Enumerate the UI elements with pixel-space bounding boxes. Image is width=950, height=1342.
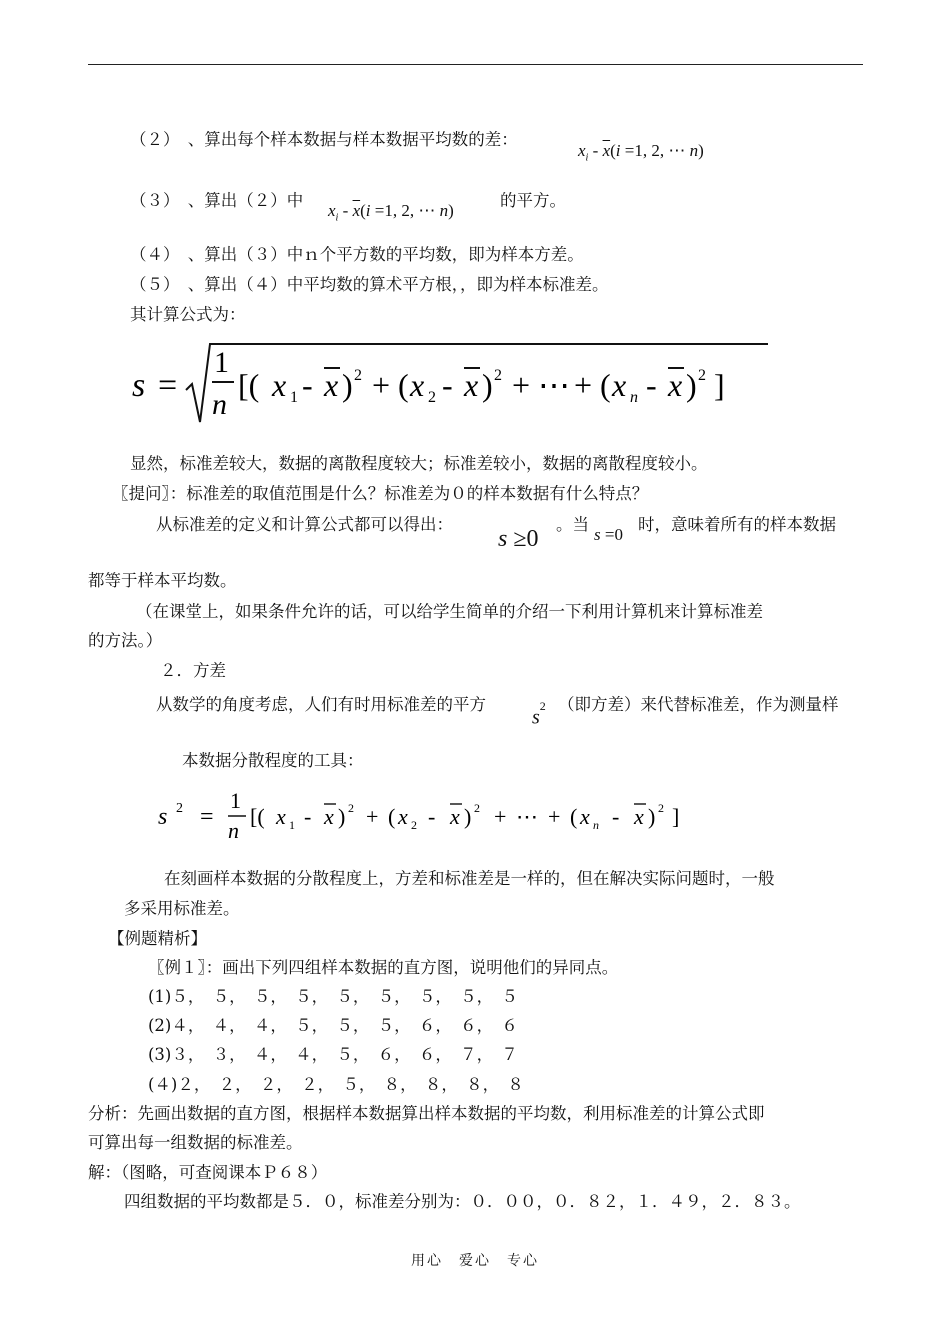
step-2: （２） 、算出每个样本数据与样本数据平均数的差：	[130, 130, 518, 149]
math-view-c: 本数据分散程度的工具：	[182, 751, 364, 770]
formula-intro: 其计算公式为：	[130, 305, 246, 324]
svg-text:-: -	[304, 804, 312, 829]
example-1: 〖例１〗：画出下列四组样本数据的直方图，说明他们的异同点。	[148, 958, 619, 977]
analysis-2: 可算出每一组数据的标准差。	[88, 1133, 303, 1152]
svg-text:x: x	[580, 804, 590, 829]
svg-text:n: n	[630, 389, 638, 406]
data-row-3: (3)３， ３， ４， ４， ５， ６， ６， ７， ７	[148, 1045, 518, 1064]
page-footer: 用心 爱心 专心	[411, 1253, 539, 1269]
formula-s-ge-0: s ≥0	[498, 526, 539, 552]
svg-text:2: 2	[658, 801, 664, 815]
svg-text:-: -	[442, 367, 453, 403]
svg-text:2: 2	[411, 818, 417, 832]
svg-text:+: +	[548, 804, 561, 829]
data-row-1: (1)５， ５， ５， ５， ５， ５， ５， ５， ５	[148, 987, 518, 1006]
formula-s-squared: $s^2$	[532, 699, 546, 729]
svg-text:): )	[686, 367, 697, 403]
svg-text:2: 2	[348, 801, 354, 815]
std-formula	[128, 338, 778, 428]
svg-text:+: +	[574, 367, 593, 403]
svg-text:1: 1	[290, 389, 298, 406]
svg-text:): )	[648, 804, 656, 829]
svg-text:[(: [(	[238, 367, 260, 403]
svg-text:2: 2	[176, 801, 183, 816]
classroom-1: （在课堂上，如果条件允许的话，可以给学生简单的介绍一下利用计算机来计算标准差	[136, 602, 763, 621]
step-3-a: （３） 、算出（２）中	[130, 191, 304, 210]
data-row-2: (2)４， ４， ４， ５， ５， ５， ６， ６， ６	[148, 1016, 518, 1035]
step-4: （４） 、算出（３）中ｎ个平方数的平均数，即为样本方差。	[130, 245, 584, 264]
svg-text:): )	[338, 804, 346, 829]
svg-text:]: ]	[672, 804, 680, 829]
from-def-c: 时，意味着所有的样本数据	[638, 515, 836, 534]
from-def-b: 。当	[556, 515, 589, 534]
svg-text:x: x	[668, 367, 683, 403]
svg-text:+: +	[372, 367, 391, 403]
step-3-b: 的平方。	[500, 191, 566, 210]
solution: 解：（图略，可查阅课本Ｐ６８）	[88, 1163, 328, 1182]
svg-text:(: (	[388, 804, 396, 829]
analysis-1: 分析：先画出数据的直方图，根据样本数据算出样本数据的平均数，利用标准差的计算公式即	[88, 1104, 765, 1123]
svg-text:1: 1	[289, 818, 295, 832]
svg-text:⋯: ⋯	[516, 804, 538, 829]
svg-text:s: s	[132, 367, 146, 404]
svg-text:n: n	[228, 818, 239, 843]
formula-s-eq-0: s =0	[594, 525, 623, 544]
svg-text:x: x	[410, 367, 425, 403]
svg-text:): )	[464, 804, 472, 829]
classroom-2: 的方法。）	[88, 631, 163, 650]
svg-text:x: x	[450, 804, 460, 829]
svg-text:x: x	[324, 367, 339, 403]
svg-text:+: +	[512, 367, 531, 403]
svg-text:2: 2	[354, 367, 362, 384]
svg-text:n: n	[212, 388, 227, 421]
svg-text:): )	[482, 367, 493, 403]
svg-text:s: s	[158, 804, 168, 830]
svg-text:⋯: ⋯	[538, 367, 570, 403]
svg-text:x: x	[398, 804, 408, 829]
svg-text:-: -	[302, 367, 313, 403]
svg-text:): )	[342, 367, 353, 403]
variance-formula	[156, 788, 796, 848]
svg-text:-: -	[428, 804, 436, 829]
svg-text:x: x	[324, 804, 334, 829]
svg-text:(: (	[600, 367, 611, 403]
compare-1: 在刻画样本数据的分散程度上，方差和标准差是一样的，但在解决实际问题时，一般	[164, 869, 775, 888]
svg-text:1: 1	[214, 346, 229, 379]
svg-text:x: x	[612, 367, 627, 403]
question-text: 〖提问〗：标准差的取值范围是什么？标准差为０的样本数据有什么特点？	[112, 484, 649, 503]
from-def-d: 都等于样本平均数。	[88, 571, 237, 590]
svg-text:x: x	[272, 367, 287, 403]
svg-text:]: ]	[714, 367, 725, 403]
result: 四组数据的平均数都是５．０，标准差分别为：０．００，０．８２，１．４９，２．８３。	[124, 1192, 801, 1211]
svg-text:+: +	[494, 804, 507, 829]
svg-text:x: x	[276, 804, 286, 829]
step-5: （５） 、算出（４）中平均数的算术平方根，，即为样本标准差。	[130, 275, 609, 294]
svg-text:(: (	[398, 367, 409, 403]
variance-heading: ２．方差	[160, 661, 226, 680]
svg-text:2: 2	[474, 801, 480, 815]
from-def-a: 从标准差的定义和计算公式都可以得出：	[156, 515, 453, 534]
svg-text:2: 2	[428, 389, 436, 406]
compare-2: 多采用标准差。	[124, 899, 240, 918]
formula-diff-2: $x_i - \overline{x}(i =1$, 2, ⋯ n)	[328, 201, 454, 224]
svg-text:=: =	[158, 367, 178, 404]
example-heading: 【例题精析】	[108, 929, 207, 948]
svg-text:+: +	[366, 804, 379, 829]
formula-diff-1: $x_i - \overline{x}(i =1$, 2, ⋯ n)	[578, 141, 704, 164]
svg-text:-: -	[646, 367, 657, 403]
math-view-b: （即方差）来代替标准差，作为测量样	[558, 695, 839, 714]
math-view-a: 从数学的角度考虑，人们有时用标准差的平方	[156, 695, 486, 714]
svg-text:=: =	[200, 804, 214, 830]
svg-text:1: 1	[230, 788, 241, 813]
data-row-4: (４)２， ２， ２， ２， ５， ８， ８， ８， ８	[148, 1075, 524, 1094]
svg-text:n: n	[593, 818, 599, 832]
svg-text:x: x	[634, 804, 644, 829]
svg-text:[(: [(	[250, 804, 265, 829]
svg-text:2: 2	[698, 367, 706, 384]
svg-text:x: x	[464, 367, 479, 403]
svg-text:-: -	[612, 804, 620, 829]
svg-text:(: (	[570, 804, 578, 829]
svg-text:2: 2	[494, 367, 502, 384]
obvious-text: 显然，标准差较大，数据的离散程度较大；标准差较小，数据的离散程度较小。	[130, 454, 708, 473]
header-rule	[88, 64, 863, 65]
